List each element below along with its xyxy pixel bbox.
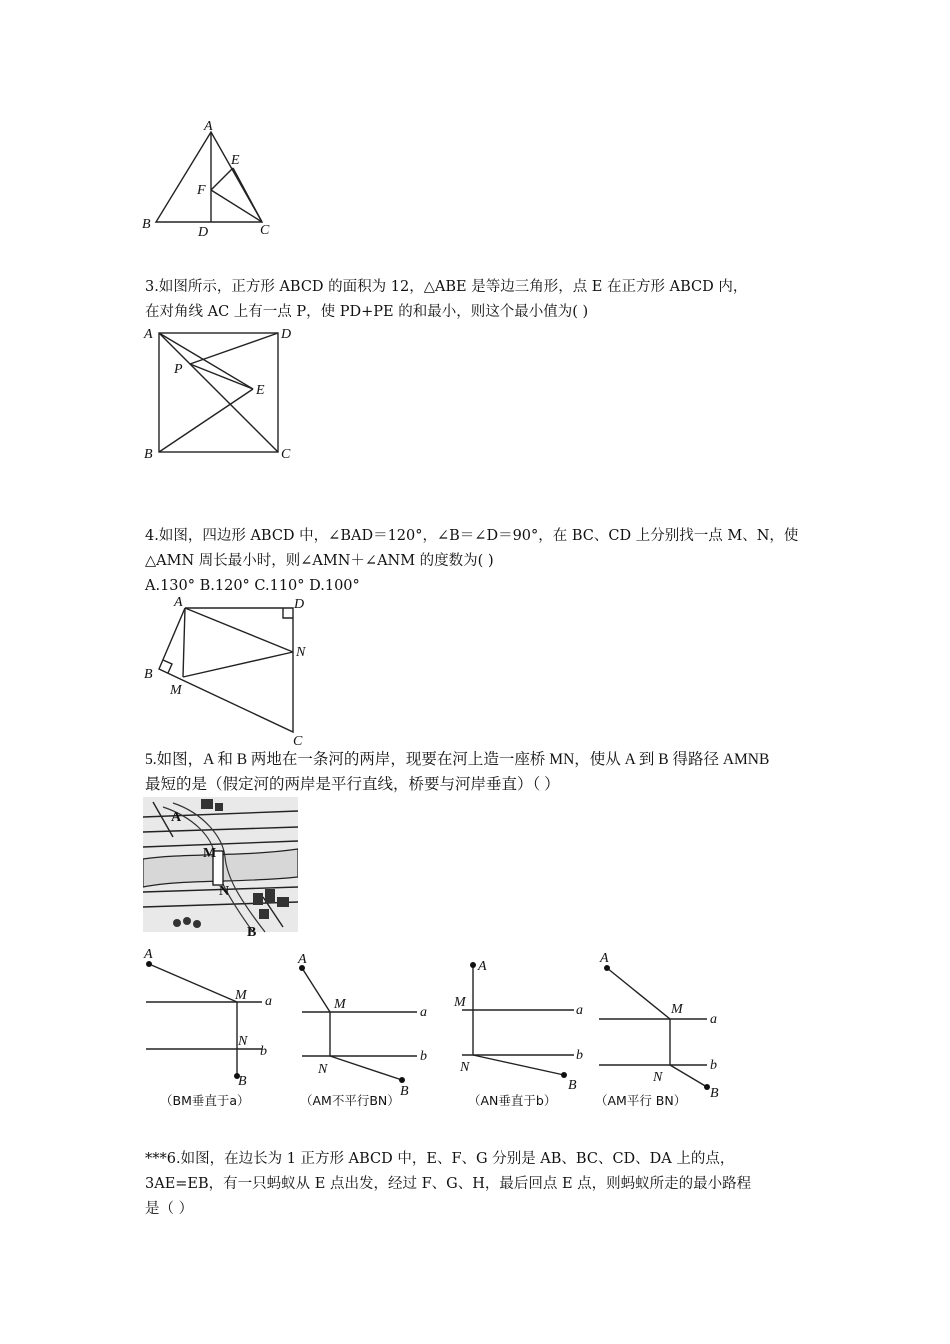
label-a: A (298, 952, 307, 967)
label-a: A (144, 327, 153, 342)
segment-pe (190, 364, 253, 389)
q5-option-2-figure (292, 945, 442, 1115)
segment-fc (211, 190, 262, 222)
q4-options: A.130° B.120° C.110° D.100° (145, 578, 360, 594)
label-n: N (653, 1070, 663, 1085)
path-nb (670, 1065, 707, 1087)
label-line-b: b (260, 1044, 267, 1059)
label-d: D (281, 327, 292, 342)
label-m: M (671, 1002, 683, 1017)
quadrilateral-figure-q4 (138, 594, 328, 746)
triangle-abc (156, 132, 262, 222)
label-c: C (293, 734, 303, 746)
label-line-a: a (576, 1003, 583, 1018)
q6-text-line3: 是（ ） (145, 1201, 194, 1217)
label-p: P (174, 362, 183, 377)
path-am (607, 968, 670, 1019)
map-label-m: M (203, 846, 217, 861)
caption: （AM不平行BN） (300, 1093, 400, 1108)
label-b: B (568, 1078, 577, 1093)
q5-text-line1: 5.如图，A 和 B 两地在一条河的两岸，现要在河上造一座桥 MN，使从 A 到 B 得路径 AMNB (145, 751, 770, 768)
label-b: B (238, 1074, 247, 1089)
q5-option-1-figure (140, 945, 290, 1115)
label-c: C (260, 223, 270, 238)
label-e: E (231, 153, 240, 168)
label-b: B (710, 1086, 719, 1101)
label-n: N (460, 1060, 470, 1075)
q5-text-line2: 最短的是（假定河的两岸是平行直线，桥要与河岸垂直）（ ） (145, 776, 560, 793)
label-line-a: a (265, 994, 272, 1009)
quadrilateral-abcd (159, 608, 293, 732)
caption: （AN垂直于b） (468, 1093, 557, 1108)
label-b: B (144, 667, 153, 682)
label-line-b: b (576, 1048, 583, 1063)
segment-ce (233, 168, 262, 222)
square-figure-q3 (138, 322, 308, 462)
label-line-b: b (420, 1049, 427, 1064)
label-d: D (198, 225, 209, 240)
q4-text-line1: 4.如图，四边形 ABCD 中，∠BAD＝120°，∠B＝∠D＝90°，在 BC、CD 上分别找一点 M、N，使 (145, 528, 799, 544)
label-m: M (235, 988, 247, 1003)
label-b: B (400, 1084, 409, 1099)
segment-an (185, 608, 293, 652)
q5-option-4-figure (595, 945, 745, 1115)
point-b (399, 1077, 405, 1083)
label-n: N (318, 1062, 328, 1077)
map-label-b: B (247, 925, 257, 937)
q6-text-line2: 3AE=EB，有一只蚂蚁从 E 点出发，经过 F、G、H，最后回点 E 点，则蚂蚁所走的最小路程 (145, 1176, 752, 1192)
q5-option-3-figure (452, 945, 602, 1115)
path-am (149, 964, 237, 1002)
segment-am (183, 608, 185, 677)
q6-text-line1: ***6.如图，在边长为 1 正方形 ABCD 中，E、F、G 分别是 AB、BC、CD、DA 上的点， (145, 1151, 735, 1167)
label-m: M (170, 683, 182, 698)
q3-text-line1: 3.如图所示，正方形 ABCD 的面积为 12，△ABE 是等边三角形，点 E 在正方形 ABCD 内， (145, 279, 748, 295)
segment-pd (190, 333, 278, 364)
label-b: B (144, 447, 153, 462)
label-d: D (294, 597, 305, 612)
label-a: A (174, 595, 183, 610)
point-a (470, 962, 476, 968)
label-a: A (204, 119, 213, 134)
label-m: M (334, 997, 346, 1012)
map-label-a: A (171, 810, 182, 825)
label-n: N (238, 1034, 248, 1049)
label-f: F (197, 183, 206, 198)
path-am (302, 968, 330, 1012)
label-line-a: a (710, 1012, 717, 1027)
map-label-n: N (219, 884, 230, 899)
caption: （AM平行 BN） (595, 1093, 687, 1108)
label-a: A (600, 951, 609, 966)
label-b: B (142, 217, 151, 232)
label-a: A (144, 947, 153, 962)
segment-mn (183, 652, 293, 677)
triangle-figure (138, 118, 288, 242)
label-n: N (296, 645, 306, 660)
q3-text-line2: 在对角线 AC 上有一点 P，使 PD+PE 的和最小，则这个最小值为( ) (145, 304, 589, 320)
label-line-b: b (710, 1058, 717, 1073)
river-map-illustration (143, 797, 298, 937)
label-m: M (454, 995, 466, 1010)
path-nb (473, 1055, 564, 1075)
path-nb (330, 1056, 402, 1080)
segment-bd (159, 389, 253, 452)
label-c: C (281, 447, 291, 462)
point-b (561, 1072, 567, 1078)
segment-ef (211, 168, 233, 190)
right-angle-d (283, 608, 293, 618)
label-line-a: a (420, 1005, 427, 1020)
label-a: A (478, 959, 487, 974)
q4-text-line2: △AMN 周长最小时，则∠AMN＋∠ANM 的度数为( ) (145, 553, 494, 569)
caption: （BM垂直于a） (160, 1093, 250, 1108)
label-e: E (256, 383, 265, 398)
